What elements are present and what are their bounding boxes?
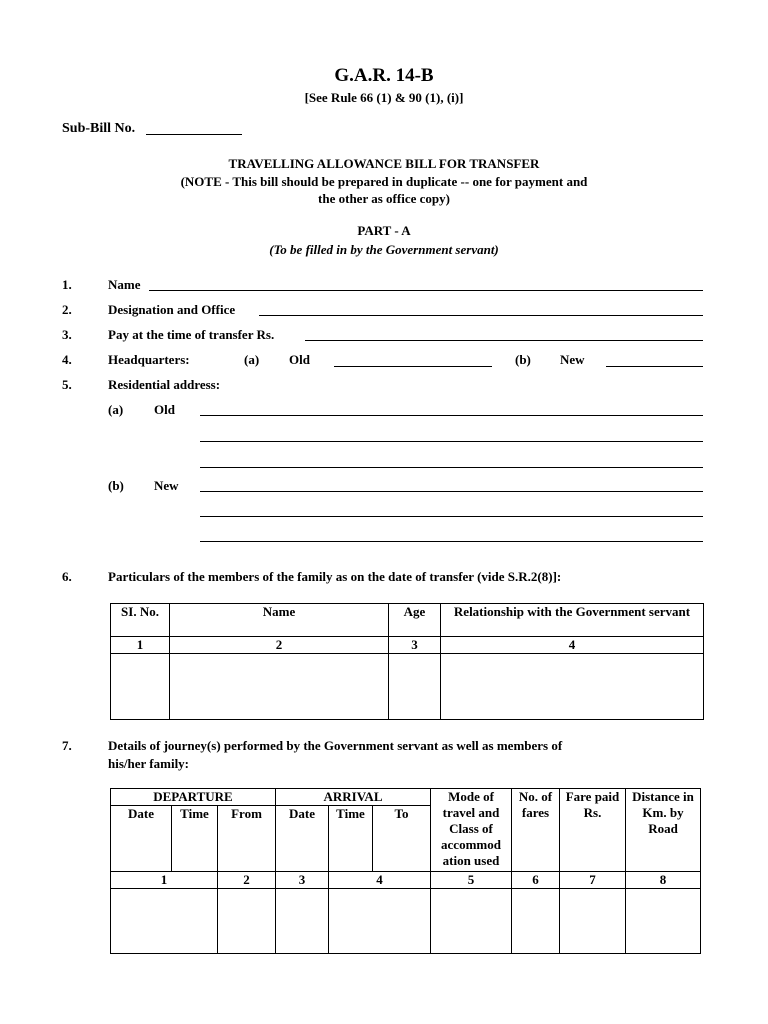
res-old-line-1[interactable] (200, 415, 703, 416)
item-6-number: 6. (62, 569, 72, 584)
res-new-line-1[interactable] (200, 491, 703, 492)
res-new-line-2[interactable] (200, 516, 703, 517)
item-3-number: 3. (62, 327, 72, 342)
designation-label: Designation and Office (108, 302, 236, 317)
family-col-number: 1 (111, 637, 170, 654)
journey-col-number: 4 (329, 872, 431, 889)
journey-number-row (111, 872, 701, 889)
journey-to-cell[interactable] (329, 889, 431, 954)
item-4-number: 4. (62, 352, 72, 367)
journey-dep-datetime-cell[interactable] (111, 889, 218, 954)
journey-arr-date-cell[interactable] (276, 889, 329, 954)
item-7-number: 7. (62, 738, 72, 753)
journey-col-number: 3 (276, 872, 329, 889)
family-col-number: 2 (170, 637, 389, 654)
res-old-label: Old (154, 402, 175, 417)
name-label: Name (108, 277, 141, 292)
family-col-number: 4 (441, 637, 704, 654)
rule-reference: [See Rule 66 (1) & 90 (1), (i)] (304, 90, 464, 105)
journey-section-label-2: his/her family: (108, 756, 190, 771)
part-heading: PART - A (357, 223, 411, 238)
family-header-row (111, 604, 704, 637)
journey-col-number: 1 (111, 872, 218, 889)
journey-header-dep-time: Time (172, 806, 218, 872)
journey-col-number: 7 (560, 872, 626, 889)
part-subheading: (To be filled in by the Government servant) (269, 242, 499, 257)
journey-section-label-1: Details of journey(s) performed by the Government servant as well as members of (108, 738, 563, 753)
journey-col-number: 2 (218, 872, 276, 889)
res-new-line-3[interactable] (200, 541, 703, 542)
journey-col-number: 5 (431, 872, 512, 889)
headquarters-label: Headquarters: (108, 352, 190, 367)
pay-field[interactable] (305, 340, 703, 341)
sub-bill-field[interactable] (146, 134, 242, 135)
family-relationship-cell[interactable] (441, 654, 704, 720)
name-field[interactable] (149, 290, 703, 291)
note-line-2: the other as office copy) (318, 191, 450, 206)
hq-new-field[interactable] (606, 366, 703, 367)
res-a-marker: (a) (108, 402, 124, 417)
arrival-group-header: ARRIVAL (276, 789, 431, 806)
res-b-marker: (b) (108, 478, 124, 493)
journey-entry-row (111, 889, 701, 954)
hq-b-marker: (b) (515, 352, 531, 367)
item-2-number: 2. (62, 302, 72, 317)
res-old-line-2[interactable] (200, 441, 703, 442)
res-old-line-3[interactable] (200, 467, 703, 468)
journey-fare-paid-cell[interactable] (560, 889, 626, 954)
journey-header-fares: No. of fares (512, 789, 560, 872)
journey-mode-cell[interactable] (431, 889, 512, 954)
family-number-row (111, 637, 704, 654)
form-code: G.A.R. 14-B (334, 65, 434, 86)
journey-header-dep-date: Date (111, 806, 172, 872)
res-new-label: New (154, 478, 179, 493)
item-1-number: 1. (62, 277, 72, 292)
journey-header-arr-time: Time (329, 806, 373, 872)
hq-old-field[interactable] (334, 366, 492, 367)
family-table (110, 603, 704, 720)
departure-group-header: DEPARTURE (111, 789, 276, 806)
family-header-name: Name (170, 604, 389, 637)
family-section-label: Particulars of the members of the family as on the date of transfer (vide S.R.2(8)]: (108, 569, 562, 584)
pay-label: Pay at the time of transfer Rs. (108, 327, 275, 342)
journey-header-fare-paid: Fare paid Rs. (560, 789, 626, 872)
journey-table (110, 788, 701, 954)
family-sl-no-cell[interactable] (111, 654, 170, 720)
family-header-relationship: Relationship with the Government servant (441, 604, 704, 637)
journey-distance-cell[interactable] (626, 889, 701, 954)
journey-group-row (111, 789, 701, 806)
journey-col-number: 8 (626, 872, 701, 889)
hq-new-label: New (560, 352, 585, 367)
journey-col-number: 6 (512, 872, 560, 889)
residential-address-label: Residential address: (108, 377, 221, 392)
journey-header-from: From (218, 806, 276, 872)
bill-title: TRAVELLING ALLOWANCE BILL FOR TRANSFER (228, 156, 540, 171)
journey-header-to: To (373, 806, 431, 872)
journey-fares-cell[interactable] (512, 889, 560, 954)
journey-header-distance: Distance in Km. by Road (626, 789, 701, 872)
family-header-age: Age (389, 604, 441, 637)
family-age-cell[interactable] (389, 654, 441, 720)
family-header-sl-no: SI. No. (111, 604, 170, 637)
item-5-number: 5. (62, 377, 72, 392)
designation-field[interactable] (259, 315, 703, 316)
hq-old-label: Old (289, 352, 310, 367)
journey-from-cell[interactable] (218, 889, 276, 954)
family-entry-row (111, 654, 704, 720)
journey-header-arr-date: Date (276, 806, 329, 872)
hq-a-marker: (a) (244, 352, 260, 367)
note-line-1: (NOTE - This bill should be prepared in duplicate -- one for payment and (180, 174, 588, 189)
family-col-number: 3 (389, 637, 441, 654)
sub-bill-label: Sub-Bill No. (62, 121, 136, 136)
family-name-cell[interactable] (170, 654, 389, 720)
journey-header-mode: Mode of travel and Class of accommod ation used (431, 789, 512, 872)
